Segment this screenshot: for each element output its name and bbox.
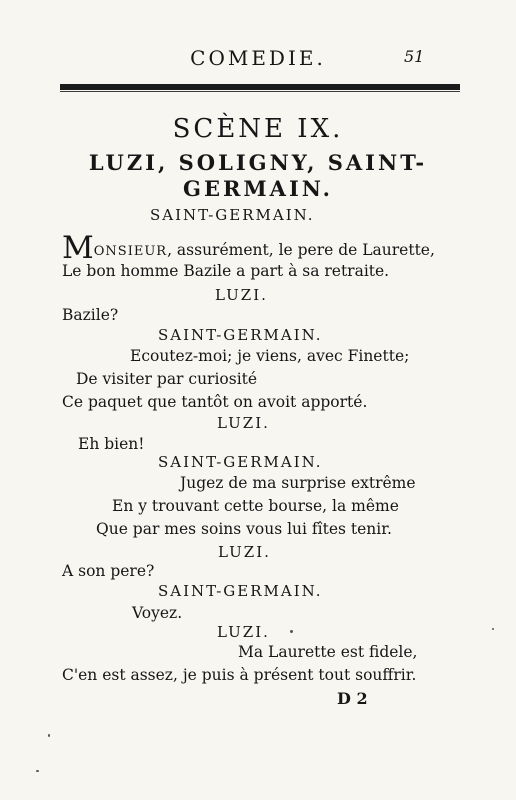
verse-line: Le bon homme Bazile a part à sa retraite.	[62, 262, 390, 280]
running-title: COMEDIE.	[190, 46, 326, 70]
verse-line: A son pere?	[62, 562, 155, 580]
verse-line: C'en est assez, je puis à présent tout souffrir.	[62, 666, 417, 684]
verse-line: Ce paquet que tantôt on avoit apporté.	[62, 393, 368, 411]
page-number: 51	[404, 47, 425, 66]
cast-line-1: LUZI, SOLIGNY, SAINT-	[88, 150, 428, 175]
verse-line	[62, 230, 435, 266]
scene-heading: SCÈNE IX.	[172, 114, 344, 144]
speaker-name: SAINT-GERMAIN.	[150, 206, 315, 224]
ink-speck	[492, 628, 494, 630]
ink-speck	[290, 630, 293, 633]
small-caps-word: ONSIEUR	[93, 244, 168, 259]
drop-capital: M	[62, 230, 94, 266]
verse-line: Jugez de ma surprise extrême	[180, 474, 416, 492]
speaker-name: SAINT-GERMAIN.	[158, 453, 323, 471]
verse-line: Voyez.	[132, 604, 183, 622]
ink-speck	[48, 734, 50, 737]
verse-line: Ecoutez-moi; je viens, avec Finette;	[130, 347, 410, 365]
signature-mark: D 2	[337, 689, 368, 708]
speaker-name: LUZI.	[218, 543, 271, 561]
verse-line: En y trouvant cette bourse, la même	[112, 497, 399, 515]
verse-line: De visiter par curiosité	[76, 370, 258, 388]
verse-line: Ma Laurette est fidele,	[238, 643, 418, 661]
speaker-name: LUZI.	[217, 414, 270, 432]
header-rule	[60, 84, 460, 90]
header-rule-thin	[60, 91, 460, 92]
speaker-name: SAINT-GERMAIN.	[158, 582, 323, 600]
verse-line: Bazile?	[62, 306, 119, 324]
speaker-name: LUZI.	[215, 286, 268, 304]
speaker-name: LUZI.	[217, 623, 270, 641]
cast-line-2: GERMAIN.	[183, 176, 333, 201]
speaker-name: SAINT-GERMAIN.	[158, 326, 323, 344]
verse-line: Eh bien!	[78, 435, 145, 453]
ink-speck	[36, 770, 39, 772]
verse-text: , assurément, le pere de Laurette,	[167, 241, 435, 259]
verse-line: Que par mes soins vous lui fîtes tenir.	[96, 520, 392, 538]
